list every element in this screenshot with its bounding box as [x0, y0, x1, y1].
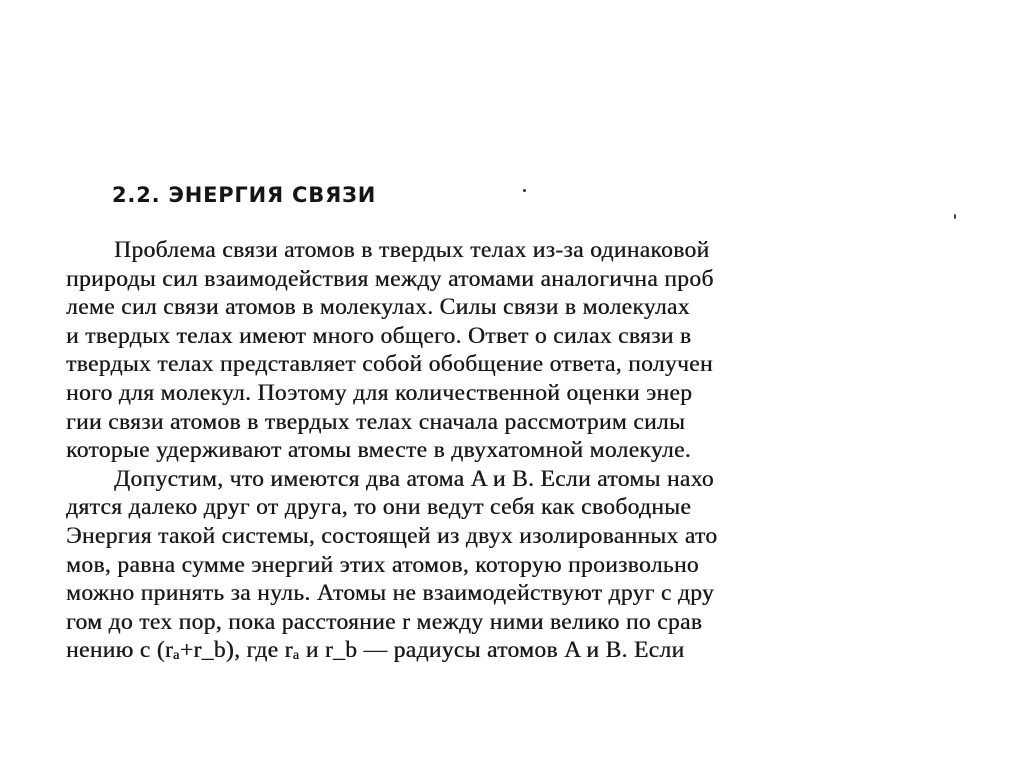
- text-line: твердых телах представляет собой обобщение ответа, получен: [66, 351, 713, 378]
- text-line: гии связи атомов в твердых телах сначала рассмотрим силы: [66, 408, 686, 435]
- text-line: Энергия такой системы, состоящей из двух изолированных ато: [66, 522, 718, 549]
- text-line: леме сил связи атомов в молекулах. Силы связи в молекулах: [66, 294, 690, 321]
- scan-speck: [523, 189, 526, 192]
- section-heading: 2.2. ЭНЕРГИЯ СВЯЗИ: [112, 183, 377, 207]
- text-line: Допустим, что имеются два атома A и B. Если атомы нахо: [114, 465, 714, 492]
- text-line: природы сил взаимодействия между атомами аналогична проб: [66, 265, 714, 292]
- text-line: которые удерживают атомы вместе в двухатомной молекуле.: [66, 437, 691, 464]
- text-line: можно принять за нуль. Атомы не взаимодействуют друг с дру: [66, 580, 715, 607]
- text-line: и твердых телах имеют много общего. Ответ о силах связи в: [66, 322, 692, 349]
- scan-speck: [954, 214, 956, 219]
- text-line: гом до тех пор, пока расстояние r между ними велико по срав: [66, 608, 703, 635]
- text-line: мов, равна сумме энергий этих атомов, которую произвольно: [66, 551, 699, 578]
- text-line: дятся далеко друг от друга, то они ведут себя как свободные: [66, 494, 692, 521]
- body-text: [66, 236, 958, 665]
- text-line: Проблема связи атомов в твердых телах из-за одинаковой: [114, 237, 710, 263]
- text-line: нению с (rₐ+r_b), где rₐ и r_b — радиусы атомов A и B. Если: [66, 637, 685, 664]
- text-line: ного для молекул. Поэтому для количественной оценки энер: [66, 379, 693, 406]
